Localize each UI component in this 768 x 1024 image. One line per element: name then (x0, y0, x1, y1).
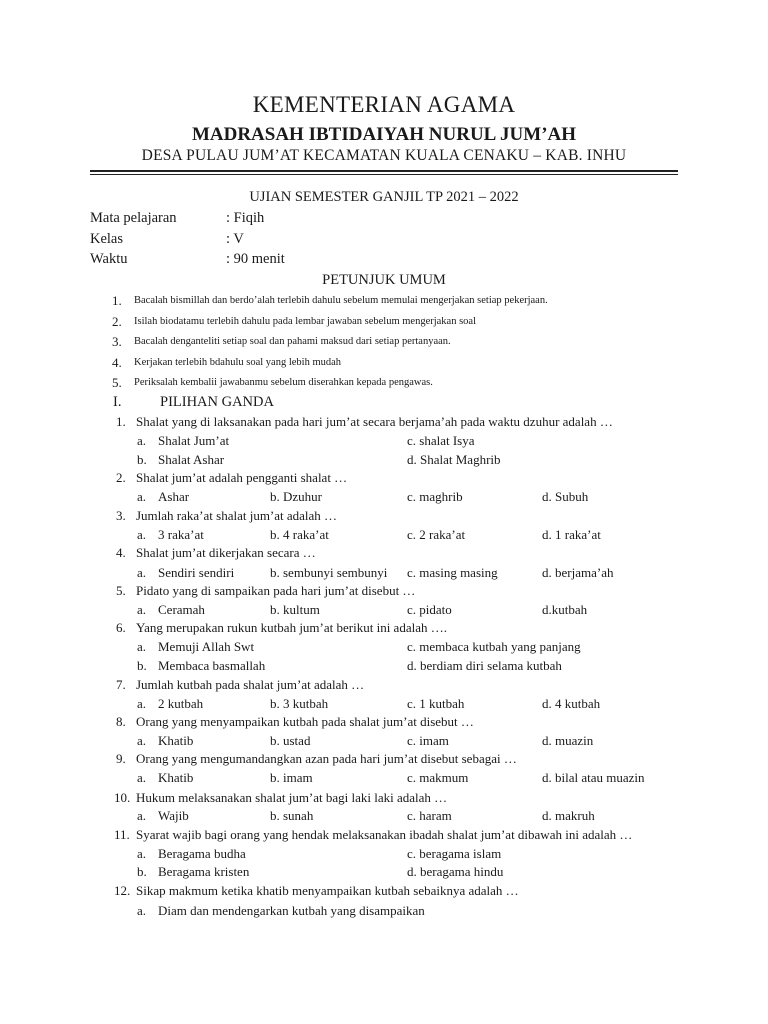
header-divider-thick (90, 170, 678, 172)
option-letter: a. (137, 639, 147, 654)
question-text: Shalat yang di laksanakan pada hari jum’at secara berjama’ah pada waktu dzuhur adalah … (136, 414, 613, 429)
option-text: b. 4 raka’at (270, 527, 329, 542)
exam-title: UJIAN SEMESTER GANJIL TP 2021 – 2022 (249, 189, 519, 205)
option-text: d. bilal atau muazin (542, 770, 645, 785)
info-label: Mata pelajaran (90, 210, 177, 226)
question-text: Hukum melaksanakan shalat jum’at bagi laki laki adalah … (136, 790, 448, 805)
question-number: 12. (114, 883, 131, 898)
option-letter: a. (137, 565, 147, 580)
option-text: d. makruh (542, 808, 595, 823)
option-text: b. sembunyi sembunyi (270, 565, 388, 580)
info-value: : V (226, 231, 244, 247)
question-text: Syarat wajib bagi orang yang hendak melaksanakan ibadah shalat jum’at dibawah ini adalah … (136, 827, 633, 842)
section-number: I. (113, 394, 122, 410)
option-text: Sendiri sendiri (158, 565, 235, 580)
option-text: Wajib (158, 808, 189, 823)
instruction-number: 3. (112, 334, 122, 349)
option-text: Membaca basmallah (158, 658, 266, 673)
option-text: c. beragama islam (407, 846, 502, 861)
question-number: 11. (114, 827, 130, 842)
question-number: 7. (116, 677, 126, 692)
option-text: b. sunah (270, 808, 314, 823)
header-divider-thin (90, 174, 678, 175)
question-text: Yang merupakan rukun kutbah jum’at berikut ini adalah …. (136, 620, 447, 635)
option-text: 2 kutbah (158, 696, 204, 711)
instruction-text: Isilah biodatamu terlebih dahulu pada lembar jawaban sebelum mengerjakan soal (134, 316, 477, 327)
option-text: d. berdiam diri selama kutbah (407, 658, 562, 673)
question-number: 2. (116, 470, 126, 485)
instruction-number: 5. (112, 375, 122, 390)
question-number: 3. (116, 508, 126, 523)
option-text: c. shalat Isya (407, 433, 475, 448)
option-text: d. 4 kutbah (542, 696, 601, 711)
option-text: Khatib (158, 770, 194, 785)
option-letter: b. (137, 658, 147, 673)
option-text: d. beragama hindu (407, 864, 504, 879)
question-text: Shalat jum’at adalah pengganti shalat … (136, 470, 348, 485)
school-name: MADRASAH IBTIDAIYAH NURUL JUM’AH (191, 124, 577, 145)
question-number: 5. (116, 583, 126, 598)
instruction-number: 1. (112, 293, 122, 308)
option-text: d. Shalat Maghrib (407, 452, 501, 467)
section-title: PILIHAN GANDA (160, 394, 274, 410)
option-text: b. imam (270, 770, 313, 785)
instruction-text: Bacalah bismillah dan berdo’alah terlebih dahulu sebelum memulai mengerjakan setiap pekerjaan. (134, 295, 548, 306)
option-text: c. 2 raka’at (407, 527, 466, 542)
option-text: c. maghrib (407, 489, 463, 504)
question-number: 9. (116, 751, 126, 766)
option-text: Memuji Allah Swt (158, 639, 255, 654)
ministry-title: KEMENTERIAN AGAMA (252, 92, 516, 117)
instruction-number: 2. (112, 314, 122, 329)
question-number: 10. (114, 790, 131, 805)
option-text: d. berjama’ah (542, 565, 614, 580)
option-text: b. kultum (270, 602, 320, 617)
question-text: Orang yang mengumandangkan azan pada hari jum’at disebut sebagai … (136, 751, 517, 766)
school-address: DESA PULAU JUM’AT KECAMATAN KUALA CENAKU – KAB. INHU (141, 147, 627, 164)
info-label: Waktu (90, 251, 128, 267)
option-letter: a. (137, 903, 147, 918)
option-text: Shalat Ashar (158, 452, 225, 467)
option-letter: a. (137, 489, 147, 504)
instruction-text: Kerjakan terlebih bdahulu soal yang lebih mudah (134, 357, 342, 368)
question-text: Shalat jum’at dikerjakan secara … (136, 545, 316, 560)
option-letter: b. (137, 452, 147, 467)
option-text: Ashar (158, 489, 190, 504)
option-letter: a. (137, 602, 147, 617)
info-label: Kelas (90, 231, 124, 247)
question-number: 1. (116, 414, 126, 429)
question-text: Sikap makmum ketika khatib menyampaikan kutbah sebaiknya adalah … (136, 883, 519, 898)
question-number: 8. (116, 714, 126, 729)
option-text: c. makmum (407, 770, 469, 785)
option-letter: b. (137, 864, 147, 879)
info-value: : 90 menit (226, 251, 285, 267)
option-letter: a. (137, 733, 147, 748)
option-text: c. haram (407, 808, 452, 823)
option-text: 3 raka’at (158, 527, 204, 542)
info-value: : Fiqih (226, 210, 265, 226)
option-letter: a. (137, 433, 147, 448)
option-letter: a. (137, 808, 147, 823)
option-text: d. 1 raka’at (542, 527, 601, 542)
option-text: Ceramah (158, 602, 205, 617)
option-text: b. 3 kutbah (270, 696, 329, 711)
instruction-text: Periksalah kembalii jawabanmu sebelum diserahkan kepada pengawas. (134, 377, 433, 388)
option-text: c. membaca kutbah yang panjang (407, 639, 581, 654)
option-text: b. ustad (270, 733, 311, 748)
option-text: c. masing masing (407, 565, 498, 580)
option-text: b. Dzuhur (270, 489, 322, 504)
question-number: 6. (116, 620, 126, 635)
option-text: Shalat Jum’at (158, 433, 230, 448)
option-text: d. muazin (542, 733, 594, 748)
option-text: Beragama budha (158, 846, 246, 861)
question-number: 4. (116, 545, 126, 560)
option-text: d. Subuh (542, 489, 589, 504)
option-text: Beragama kristen (158, 864, 250, 879)
question-text: Jumlah raka’at shalat jum’at adalah … (136, 508, 338, 523)
instruction-text: Bacalah denganteliti setiap soal dan pahami maksud dari setiap pertanyaan. (134, 336, 451, 347)
option-text: Diam dan mendengarkan kutbah yang disampaikan (158, 903, 425, 918)
question-text: Jumlah kutbah pada shalat jum’at adalah … (136, 677, 365, 692)
option-text: d.kutbah (542, 602, 588, 617)
option-letter: a. (137, 696, 147, 711)
option-text: c. pidato (407, 602, 452, 617)
option-letter: a. (137, 527, 147, 542)
option-text: Khatib (158, 733, 194, 748)
instructions-title: PETUNJUK UMUM (322, 272, 446, 288)
option-letter: a. (137, 770, 147, 785)
option-text: c. 1 kutbah (407, 696, 465, 711)
question-text: Orang yang menyampaikan kutbah pada shalat jum’at disebut … (136, 714, 474, 729)
question-text: Pidato yang di sampaikan pada hari jum’at disebut … (136, 583, 416, 598)
option-letter: a. (137, 846, 147, 861)
option-text: c. imam (407, 733, 449, 748)
instruction-number: 4. (112, 355, 122, 370)
